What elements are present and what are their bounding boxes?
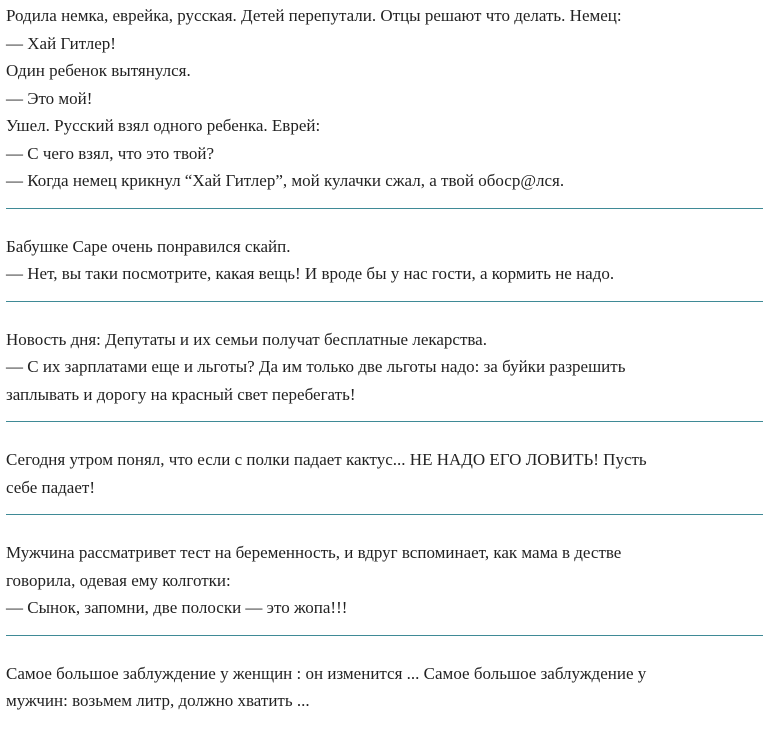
joke-5 (6, 539, 763, 622)
joke-1-line-1: Родила немка, еврейка, русская. Детей перепутали. Отцы решают что делать. Немец: (6, 6, 622, 25)
joke-6-line-1: Самое большое заблуждение у женщин : он изменится ... Самое большое заблуждение у (6, 663, 647, 683)
joke-2-line-1: Бабушке Саре очень понравился скайп. (6, 236, 291, 256)
joke-divider (6, 514, 763, 515)
joke-1-line-3: Один ребенок вытянулся. (6, 61, 191, 80)
joke-1-line-4: — Это мой! (6, 88, 93, 108)
joke-5-line-3: — Сынок, запомни, две полоски — это жопа!!! (6, 598, 348, 617)
joke-divider (6, 301, 763, 302)
joke-1-line-2: — Хай Гитлер! (6, 33, 116, 53)
joke-1 (6, 2, 763, 195)
joke-3-line-3: заплывать и дорогу на красный свет перебегать! (6, 384, 356, 404)
joke-divider (6, 208, 763, 209)
joke-6-line-2: мужчин: возьмем литр, должно хватить ... (6, 691, 310, 710)
joke-3-line-1: Новость дня: Депутаты и их семьи получат бесплатные лекарства. (6, 329, 487, 349)
joke-1-line-6: — С чего взял, что это твой? (6, 143, 215, 163)
joke-divider (6, 635, 763, 636)
joke-5-line-2: говорила, одевая ему колготки: (6, 570, 231, 590)
joke-4-line-1: Сегодня утром понял, что если с полки падает кактус... НЕ НАДО ЕГО ЛОВИТЬ! Пусть (6, 450, 647, 469)
joke-4-line-2: себе падает! (6, 477, 95, 497)
joke-6 (6, 660, 763, 715)
joke-2 (6, 233, 763, 288)
joke-2-line-2: — Нет, вы таки посмотрите, какая вещь! И вроде бы у нас гости, а кормить не надо. (6, 264, 615, 283)
joke-divider (6, 421, 763, 422)
joke-3-line-2: — С их зарплатами еще и льготы? Да им только две льготы надо: за буйки разрешить (6, 357, 626, 376)
joke-4 (6, 446, 763, 501)
joke-1-line-5: Ушел. Русский взял одного ребенка. Еврей: (6, 116, 321, 135)
joke-3 (6, 326, 763, 409)
joke-5-line-1: Мужчина рассматривет тест на беременность, и вдруг вспоминает, как мама в дестве (6, 543, 622, 562)
joke-1-line-7: — Когда немец крикнул “Хай Гитлер”, мой кулачки сжал, а твой обоср@лся. (6, 171, 565, 190)
